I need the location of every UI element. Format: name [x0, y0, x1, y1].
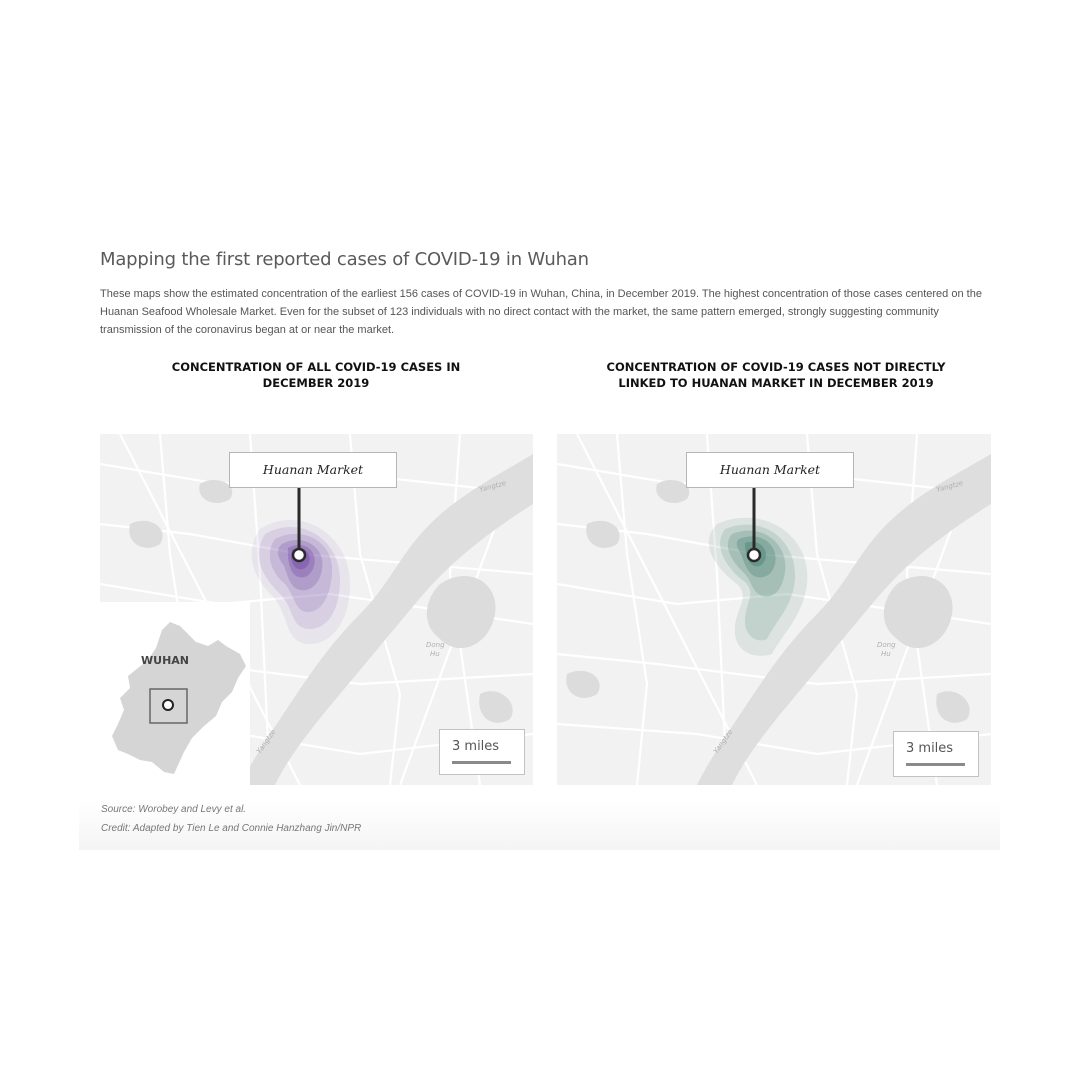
map-title-all-cases: CONCENTRATION OF ALL COVID-19 CASES IN DECEMBER 2019 [171, 360, 461, 390]
scale-bar-box [439, 729, 525, 775]
svg-text:Yangtze: Yangtze [712, 728, 735, 756]
wuhan-outline [100, 602, 250, 785]
svg-text:Yangtze: Yangtze [255, 728, 278, 756]
scale-bar [452, 761, 511, 764]
map-title-unlinked-cases: CONCENTRATION OF COVID-19 CASES NOT DIRECTLY LINKED TO HUANAN MARKET IN DECEMBER 2019 [606, 360, 946, 390]
svg-text:Yangtze: Yangtze [935, 479, 965, 494]
svg-text:Hu: Hu [881, 650, 891, 658]
svg-text:Dong: Dong [426, 641, 445, 649]
huanan-market-callout: Huanan Market [229, 452, 397, 488]
credit-note: Credit: Adapted by Tien Le and Connie Hanzhang Jin/NPR [101, 823, 362, 834]
svg-text:Hu: Hu [430, 650, 440, 658]
huanan-market-callout: Huanan Market [686, 452, 854, 488]
source-note: Source: Worobey and Levy et al. [101, 804, 247, 815]
wuhan-inset-map [100, 602, 250, 785]
map-all-cases [100, 434, 533, 785]
scale-label: 3 miles [452, 739, 500, 754]
map-unlinked-cases [557, 434, 991, 785]
figure-title: Mapping the first reported cases of COVID-19 in Wuhan [100, 249, 589, 270]
figure-description: These maps show the estimated concentration of the earliest 156 cases of COVID-19 in Wuhan, China, in December 2019. The highest concentration of those cases centered on the Huanan Seafood Wholesale Market. Even for the subset of 123 individuals with no direct contact with the market, the same pattern emerged, strongly suggesting community transmission of the coronavirus began at or near the market. [100, 288, 982, 336]
inset-label: WUHAN [141, 654, 189, 667]
svg-text:Dong: Dong [877, 641, 896, 649]
scale-label: 3 miles [906, 741, 954, 756]
svg-text:Yangtze: Yangtze [478, 479, 508, 494]
scale-bar [906, 763, 965, 766]
scale-bar-box [893, 731, 979, 777]
